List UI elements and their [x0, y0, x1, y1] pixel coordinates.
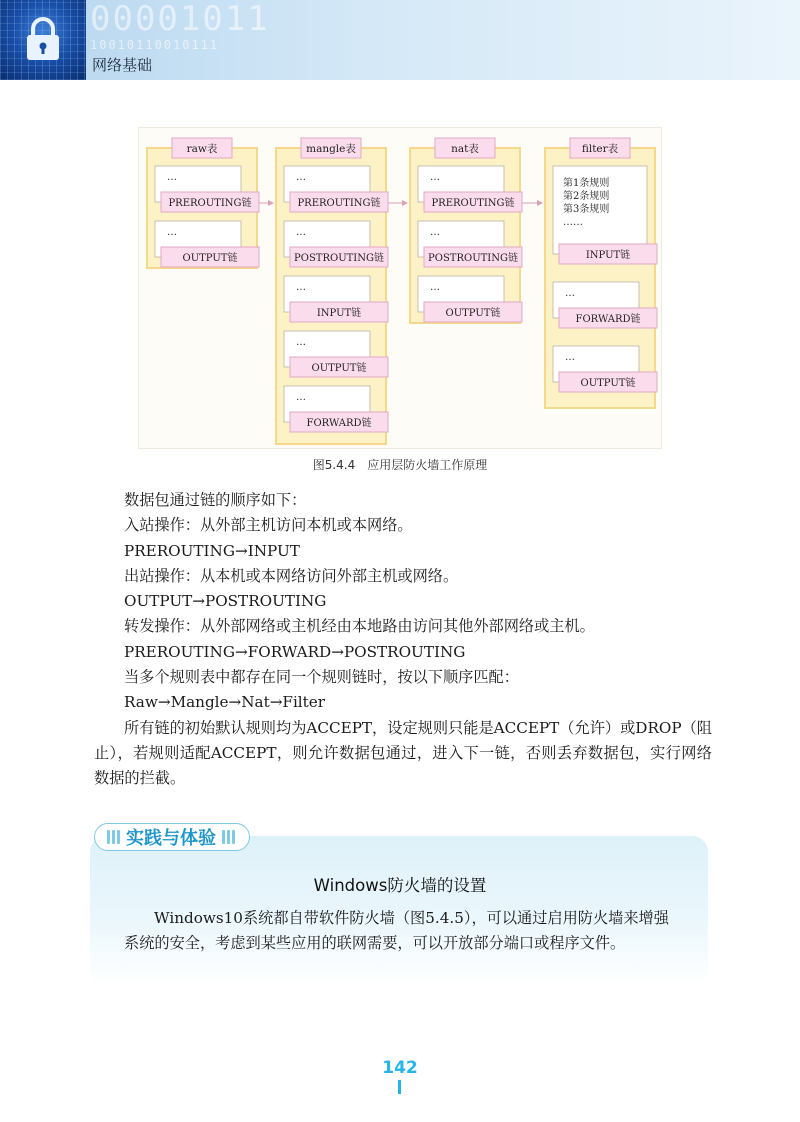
chain-dots: … — [430, 172, 440, 183]
chain-dots: … — [430, 282, 440, 293]
paragraph: 当多个规则表中都存在同一个规则链时，按以下顺序匹配： — [124, 668, 519, 687]
header-logo — [0, 0, 86, 80]
table-title: filter表 — [581, 143, 619, 155]
rule-text: 第3条规则 — [563, 204, 610, 215]
chain-dots: … — [296, 172, 306, 183]
paragraph: Raw→Mangle→Nat→Filter — [124, 693, 326, 712]
paragraph: 转发操作：从外部网络或主机经由本地路由访问其他外部网络或主机。 — [124, 617, 595, 636]
chain-dots: … — [430, 227, 440, 238]
arrow-head-icon — [537, 200, 543, 206]
rule-text: …… — [563, 217, 583, 228]
chain-dots: … — [167, 227, 177, 238]
figure-caption: 图5.4.4 应用层防火墙工作原理 — [312, 458, 488, 472]
chain-label: OUTPUT链 — [445, 308, 501, 319]
chain-dots: … — [565, 352, 575, 363]
chain-dots: … — [296, 282, 306, 293]
bars-icon — [107, 830, 120, 844]
chain-dots: … — [565, 288, 575, 299]
padlock-icon — [24, 16, 62, 62]
page-number-marker — [398, 1080, 401, 1094]
chain-label: PREROUTING链 — [168, 198, 252, 209]
arrow-head-icon — [268, 200, 274, 206]
practice-title: Windows防火墙的设置 — [313, 876, 487, 895]
firewall-diagram — [138, 127, 662, 449]
body-text — [94, 488, 712, 792]
header-title: 网络基础 — [92, 56, 153, 74]
rule-text: 第1条规则 — [563, 178, 610, 189]
paragraph: PREROUTING→INPUT — [124, 541, 300, 560]
practice-tab-label: 实践与体验 — [126, 828, 216, 849]
paragraph: 出站操作：从本机或本网络访问外部主机或网络。 — [124, 566, 459, 585]
chain-label: INPUT链 — [316, 308, 362, 319]
paragraph: 所有链的初始默认规则均为ACCEPT，设定规则只能是ACCEPT（允许）或DROP（阻止），若规则适配ACCEPT，则允许数据包通过，进入下一链，否则丢弃数据包，实行网络数据的拦截。 — [94, 718, 712, 788]
paragraph: PREROUTING→FORWARD→POSTROUTING — [124, 642, 466, 661]
chain-label: OUTPUT链 — [580, 378, 636, 389]
chain-label: PREROUTING链 — [431, 198, 515, 209]
page-number: 142 — [382, 1058, 418, 1078]
chain-dots: … — [167, 172, 177, 183]
header-decor-digits: 00001011 — [90, 0, 270, 39]
chain-label: FORWARD链 — [575, 314, 641, 325]
chain-label: INPUT链 — [585, 250, 631, 261]
table-title: mangle表 — [306, 143, 356, 155]
chain-label: OUTPUT链 — [182, 253, 238, 264]
paragraph: 入站操作：从外部主机访问本机或本网络。 — [124, 516, 413, 535]
chain-label: POSTROUTING链 — [294, 253, 384, 264]
bars-icon — [222, 830, 235, 844]
table-title: raw表 — [186, 143, 218, 155]
chain-label: OUTPUT链 — [311, 363, 367, 374]
rule-text: 第2条规则 — [563, 191, 610, 202]
paragraph: OUTPUT→POSTROUTING — [124, 592, 327, 611]
chain-dots: … — [296, 227, 306, 238]
diagram-canvas — [139, 128, 661, 448]
chain-label: FORWARD链 — [306, 418, 372, 429]
paragraph: 数据包通过链的顺序如下： — [124, 491, 307, 509]
table-title: nat表 — [451, 143, 479, 155]
chain-dots: … — [296, 337, 306, 348]
practice-tab — [94, 823, 250, 851]
chain-label: PREROUTING链 — [297, 198, 381, 209]
arrow-head-icon — [402, 200, 408, 206]
header-decor-digits-small: 10010110010111 — [90, 38, 220, 52]
chain-dots: … — [296, 392, 306, 403]
practice-text — [124, 906, 684, 957]
paragraph: Windows10系统都自带软件防火墙（图5.4.5），可以通过启用防火墙来增强系统的安全，考虑到某些应用的联网需要，可以开放部分端口或程序文件。 — [124, 909, 669, 953]
chain-label: POSTROUTING链 — [428, 253, 518, 264]
